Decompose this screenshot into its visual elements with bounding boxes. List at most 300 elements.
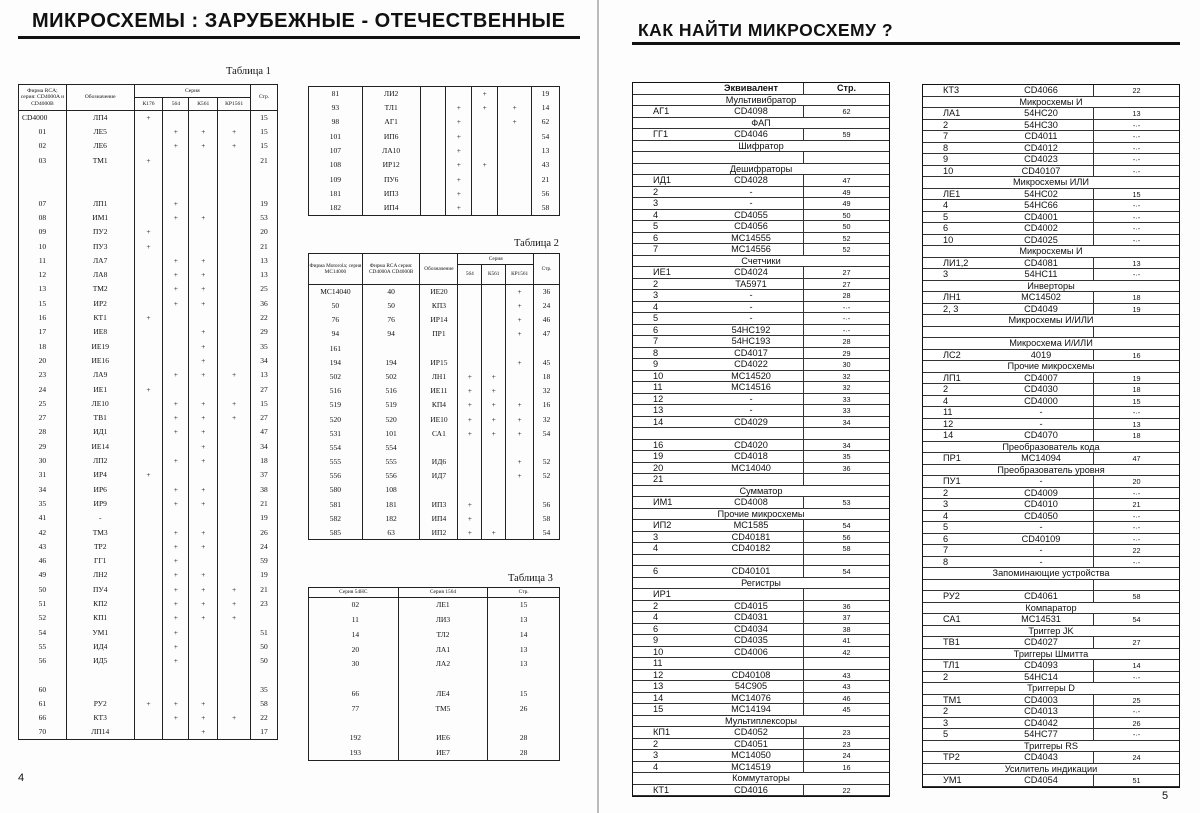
table-cell: 181 xyxy=(309,187,363,201)
table-cell xyxy=(458,455,482,469)
table-cell: + xyxy=(506,327,534,341)
table-cell xyxy=(458,441,482,455)
table-cell: 101 xyxy=(362,426,420,440)
table-row xyxy=(309,115,560,129)
table-row xyxy=(309,355,560,369)
index-page: 27 xyxy=(803,267,889,278)
table-cell: + xyxy=(134,382,163,396)
index-page: 19 xyxy=(1093,304,1179,315)
index-designation: 15 xyxy=(653,704,664,714)
index-row xyxy=(633,727,889,739)
table-cell: 18 xyxy=(19,339,67,353)
table-cell: 27 xyxy=(19,411,67,425)
table-cell xyxy=(472,201,498,215)
t1-header-kr1561: КР1561 xyxy=(218,98,251,111)
table-cell xyxy=(189,668,218,682)
book-spine xyxy=(597,0,599,813)
t3-header-54hc: Серия 54НС xyxy=(309,588,399,598)
table-cell: 34 xyxy=(251,439,278,453)
table-cell: 31 xyxy=(19,468,67,482)
table-row xyxy=(19,711,278,725)
table-row xyxy=(19,325,278,339)
index-row xyxy=(923,223,1179,235)
table-cell xyxy=(458,313,482,327)
table-cell xyxy=(218,196,251,210)
index-page: -·- xyxy=(1093,522,1179,533)
t1-header-k176: К176 xyxy=(134,98,163,111)
index-row xyxy=(923,85,1179,97)
table-cell: + xyxy=(482,426,506,440)
table-cell: + xyxy=(482,384,506,398)
index-page: -·- xyxy=(803,313,889,324)
index-designation: ЛЕ1 xyxy=(943,188,961,199)
table-cell: ЛН2 xyxy=(66,568,134,582)
index-page: -·- xyxy=(1093,511,1179,522)
index-row xyxy=(633,566,889,578)
index-row xyxy=(923,269,1179,281)
table-cell: 21 xyxy=(251,153,278,167)
index-page: 23 xyxy=(803,739,889,750)
table-cell: + xyxy=(134,225,163,239)
index-designation: 14 xyxy=(943,430,954,440)
index-section-title: Мультиплексоры xyxy=(724,715,797,726)
index-page: 30 xyxy=(803,359,889,370)
table-cell: 27 xyxy=(251,382,278,396)
index-page: 43 xyxy=(803,670,889,681)
table-cell: 108 xyxy=(362,483,420,497)
table-cell: 43 xyxy=(532,158,560,172)
table-cell: + xyxy=(189,582,218,596)
index-equivalent: 54C905 xyxy=(734,681,768,691)
index-equivalent: CD4052 xyxy=(734,727,768,737)
index-designation: КТ3 xyxy=(943,85,960,95)
table-cell: + xyxy=(218,597,251,611)
t1-header-564: 564 xyxy=(163,98,189,111)
table-cell xyxy=(189,639,218,653)
table-cell: + xyxy=(189,497,218,511)
table-cell: 35 xyxy=(19,497,67,511)
index-designation: РУ2 xyxy=(943,591,960,601)
index-designation: 7 xyxy=(653,336,659,346)
table-cell xyxy=(218,311,251,325)
table-cell xyxy=(19,668,67,682)
index-row xyxy=(633,233,889,245)
table-cell xyxy=(189,311,218,325)
table-cell: + xyxy=(189,725,218,739)
index-designation: 10 xyxy=(653,646,664,657)
table-cell xyxy=(218,111,251,125)
index-designation: 12 xyxy=(653,393,664,404)
table-cell: + xyxy=(163,482,189,496)
table-cell: + xyxy=(482,370,506,384)
index-row xyxy=(633,532,889,544)
table-cell: + xyxy=(458,526,482,540)
table-cell xyxy=(134,668,163,682)
index-designation: 12 xyxy=(653,669,664,680)
table-row xyxy=(19,153,278,167)
table-cell: ТР2 xyxy=(66,539,134,553)
index-equivalent: CD40109 xyxy=(1021,533,1061,544)
index-page: 13 xyxy=(1093,419,1179,430)
table-cell: + xyxy=(446,115,472,129)
table-cell: + xyxy=(218,411,251,425)
index-section-title: Дешифраторы xyxy=(729,163,793,174)
index-equivalent: CD4022 xyxy=(734,359,768,369)
table-cell: 23 xyxy=(19,368,67,382)
table-row xyxy=(309,612,560,627)
table-cell: + xyxy=(163,411,189,425)
table-cell xyxy=(163,111,189,125)
table-cell: + xyxy=(189,354,218,368)
index-page: 43 xyxy=(803,681,889,692)
table-cell xyxy=(482,455,506,469)
table-cell xyxy=(163,468,189,482)
index-equivalent: CD4016 xyxy=(734,784,768,795)
table1-caption: Таблица 1 xyxy=(226,66,271,77)
table-cell xyxy=(218,639,251,653)
table-cell: + xyxy=(163,525,189,539)
table-cell xyxy=(134,339,163,353)
table-row xyxy=(19,368,278,382)
table-row xyxy=(19,425,278,439)
index-row xyxy=(633,497,889,509)
table-cell: ИП6 xyxy=(362,129,420,143)
table-cell: + xyxy=(218,396,251,410)
table2-body xyxy=(309,285,560,540)
table-cell: 516 xyxy=(309,384,363,398)
index-row xyxy=(633,382,889,394)
table-cell: + xyxy=(189,325,218,339)
index-designation: 4 xyxy=(653,209,659,220)
index-row xyxy=(923,729,1179,741)
table-cell: ЛН1 xyxy=(420,370,458,384)
table-cell: 182 xyxy=(309,201,363,215)
index-designation: 2 xyxy=(653,600,659,611)
table-cell xyxy=(506,384,534,398)
table-cell xyxy=(189,511,218,525)
index-page: -·- xyxy=(1093,672,1179,683)
table-cell: 16 xyxy=(19,311,67,325)
index-designation: ЛА1 xyxy=(943,108,961,118)
index-page: 22 xyxy=(1093,85,1179,96)
table-cell xyxy=(218,568,251,582)
table1b-body xyxy=(309,87,560,216)
index-equivalent: MC14050 xyxy=(731,750,771,760)
table-row xyxy=(309,341,560,355)
index-row xyxy=(923,545,1179,557)
index-equivalent: CD40108 xyxy=(731,669,771,680)
index-section-title: Запоминающие устройства xyxy=(992,568,1110,578)
table-cell: + xyxy=(189,597,218,611)
table-cell: 54 xyxy=(534,526,560,540)
index-equivalent: CD4001 xyxy=(1024,211,1058,222)
table-cell: РУ2 xyxy=(66,697,134,711)
table-row xyxy=(19,639,278,653)
index-section-title: Преобразователь кода xyxy=(1002,441,1100,452)
index-designation: 5 xyxy=(653,313,659,323)
table-cell xyxy=(134,625,163,639)
table-cell: 28 xyxy=(488,731,560,746)
index-designation: 7 xyxy=(943,131,949,141)
table-cell: ИЕ7 xyxy=(398,745,488,760)
table-cell: + xyxy=(506,412,534,426)
table-cell: 13 xyxy=(532,144,560,158)
index-page: 47 xyxy=(803,175,889,186)
index-section xyxy=(923,649,1179,661)
index-designation: 3 xyxy=(653,750,659,760)
table-cell: 15 xyxy=(251,125,278,139)
table-cell: ИМ1 xyxy=(66,211,134,225)
table-cell xyxy=(66,668,134,682)
index-designation: 10 xyxy=(943,234,954,245)
index-page: 56 xyxy=(803,532,889,543)
table-cell xyxy=(134,482,163,496)
index-section xyxy=(923,315,1179,327)
table-cell: 56 xyxy=(532,187,560,201)
index-equivalent: CD40182 xyxy=(731,543,771,553)
table-cell xyxy=(218,511,251,525)
index-equivalent: CD4035 xyxy=(734,635,768,645)
index-equivalent: - xyxy=(1039,407,1043,417)
table-cell: ИЕ6 xyxy=(398,731,488,746)
table-row xyxy=(309,455,560,469)
table-cell xyxy=(134,282,163,296)
table-cell: + xyxy=(134,239,163,253)
index-page: 36 xyxy=(803,601,889,612)
table-cell xyxy=(506,341,534,355)
table-cell xyxy=(506,483,534,497)
index-row xyxy=(923,166,1179,178)
index-equivalent: CD4042 xyxy=(1024,717,1058,728)
index-row xyxy=(633,129,889,141)
index-equivalent: CD4055 xyxy=(734,209,768,220)
table-cell xyxy=(498,172,532,186)
table-cell: ПУ4 xyxy=(66,582,134,596)
t2-header-564: 564 xyxy=(458,265,482,285)
table-cell xyxy=(163,168,189,182)
table-row xyxy=(19,497,278,511)
index-designation: 12 xyxy=(943,418,954,429)
index-designation: 6 xyxy=(943,223,949,233)
index-page xyxy=(1093,580,1179,591)
table-row xyxy=(309,87,560,101)
table-cell xyxy=(134,139,163,153)
table-cell: ИЕ11 xyxy=(420,384,458,398)
index-equivalent: 54HC14 xyxy=(1024,671,1058,682)
index-row xyxy=(923,373,1179,385)
index-section xyxy=(633,95,889,107)
table-cell xyxy=(189,654,218,668)
index-row xyxy=(633,417,889,429)
index-section xyxy=(923,741,1179,753)
index-equivalent: - xyxy=(749,393,753,404)
index-section xyxy=(923,246,1179,258)
index-row xyxy=(633,267,889,279)
index-page: -·- xyxy=(1093,488,1179,499)
table-cell: + xyxy=(189,211,218,225)
index-row xyxy=(923,327,1179,339)
table-cell: + xyxy=(446,144,472,158)
index-equivalent: - xyxy=(749,313,753,323)
table-cell: ЛП1 xyxy=(66,196,134,210)
index-equivalent xyxy=(699,555,803,566)
table-row xyxy=(19,139,278,153)
table-cell xyxy=(420,101,446,115)
index-section xyxy=(633,578,889,590)
t1-header-designation: Обозначение xyxy=(66,85,134,111)
index-equivalent: CD4007 xyxy=(1024,372,1058,383)
table-cell: 49 xyxy=(19,568,67,582)
table-cell: + xyxy=(163,454,189,468)
table3-caption: Таблица 3 xyxy=(508,573,553,584)
index-page: 58 xyxy=(1093,591,1179,602)
table-cell: ИЕ16 xyxy=(66,354,134,368)
index-row xyxy=(923,718,1179,730)
index-page: -·- xyxy=(1093,269,1179,280)
table-cell xyxy=(420,483,458,497)
table-row xyxy=(309,398,560,412)
index-right-rows xyxy=(923,85,1179,787)
index-page: 22 xyxy=(803,785,889,796)
index-row xyxy=(633,750,889,762)
table1 xyxy=(18,84,278,740)
table-cell: 37 xyxy=(251,468,278,482)
t2-header-page: Стр. xyxy=(534,254,560,285)
index-designation: ИП2 xyxy=(653,520,672,530)
table-cell xyxy=(398,671,488,686)
table-row xyxy=(19,611,278,625)
index-designation: 10 xyxy=(943,165,954,176)
table-cell xyxy=(498,201,532,215)
table-cell: 66 xyxy=(309,686,399,701)
table-cell: + xyxy=(134,697,163,711)
table-cell xyxy=(134,711,163,725)
table-cell: 18 xyxy=(251,454,278,468)
table-cell: ИП3 xyxy=(362,187,420,201)
index-equivalent: MC1585 xyxy=(733,520,769,530)
index-section-title: Микросхема И/ИЛИ xyxy=(1009,338,1093,348)
index-designation: ТМ1 xyxy=(943,694,962,705)
table-cell: + xyxy=(446,201,472,215)
table-cell: 108 xyxy=(309,158,363,172)
table-cell: 14 xyxy=(532,101,560,115)
table-cell: 519 xyxy=(362,398,420,412)
index-page: 52 xyxy=(803,244,889,255)
table-cell: + xyxy=(458,384,482,398)
table-cell: + xyxy=(189,611,218,625)
table-cell: + xyxy=(189,139,218,153)
table-cell: 34 xyxy=(251,354,278,368)
index-designation: 2 xyxy=(943,487,949,498)
index-section xyxy=(923,97,1179,109)
index-section-title: Регистры xyxy=(741,577,781,588)
index-equivalent: CD4018 xyxy=(734,451,768,461)
index-row xyxy=(633,440,889,452)
index-page: 37 xyxy=(803,612,889,623)
table-cell xyxy=(482,441,506,455)
index-section-title: Микросхемы И xyxy=(1019,96,1083,107)
index-equivalent: 54HC77 xyxy=(1024,729,1058,739)
table-cell: + xyxy=(189,568,218,582)
table-cell: ЛЕ5 xyxy=(66,125,134,139)
table-cell: 13 xyxy=(488,612,560,627)
table-cell: + xyxy=(134,468,163,482)
table-cell: + xyxy=(189,125,218,139)
index-designation: СА1 xyxy=(943,614,961,624)
index-section-title: Мультивибратор xyxy=(725,94,797,105)
table-cell xyxy=(420,87,446,101)
index-page: 49 xyxy=(803,187,889,198)
table-cell: 93 xyxy=(309,101,363,115)
table-cell: ИЕ8 xyxy=(66,325,134,339)
table-cell: 36 xyxy=(251,296,278,310)
table-cell xyxy=(163,682,189,696)
table-cell xyxy=(218,354,251,368)
index-designation: КТ1 xyxy=(653,784,670,795)
index-equivalent: TA5971 xyxy=(735,278,767,289)
index-equivalent xyxy=(699,152,803,163)
index-page: -·- xyxy=(1093,235,1179,246)
index-row xyxy=(923,131,1179,143)
index-left-header xyxy=(633,83,889,95)
table-cell: 21 xyxy=(532,172,560,186)
index-section-title: Преобразователь уровня xyxy=(997,464,1105,475)
index-equivalent: CD4020 xyxy=(734,439,768,450)
table-cell xyxy=(134,582,163,596)
index-equivalent: CD4046 xyxy=(734,129,768,139)
index-row xyxy=(633,693,889,705)
index-section-title: Инверторы xyxy=(1027,280,1075,291)
index-row xyxy=(923,396,1179,408)
table-cell xyxy=(134,325,163,339)
table-cell: + xyxy=(458,398,482,412)
index-row xyxy=(633,106,889,118)
table-cell xyxy=(398,716,488,731)
index-designation: 4 xyxy=(653,612,659,622)
table-cell xyxy=(482,483,506,497)
table-cell xyxy=(134,639,163,653)
index-row xyxy=(633,152,889,164)
table-cell xyxy=(482,355,506,369)
table-cell xyxy=(66,182,134,196)
table-row xyxy=(309,642,560,657)
table-cell: ЛП14 xyxy=(66,725,134,739)
table-row xyxy=(309,716,560,731)
index-page xyxy=(803,474,889,485)
index-row xyxy=(633,463,889,475)
table-cell: + xyxy=(472,87,498,101)
table-cell: 54 xyxy=(534,426,560,440)
index-equivalent: CD4050 xyxy=(1024,510,1058,521)
table-cell xyxy=(498,129,532,143)
table-cell: 24 xyxy=(19,382,67,396)
index-page: 54 xyxy=(1093,614,1179,625)
table-cell: 13 xyxy=(251,268,278,282)
index-row xyxy=(923,637,1179,649)
table-cell: + xyxy=(189,396,218,410)
index-section xyxy=(923,603,1179,615)
table-cell: 50 xyxy=(309,299,363,313)
index-page xyxy=(803,152,889,163)
index-designation: 4 xyxy=(943,510,949,521)
index-equivalent: CD4054 xyxy=(1024,775,1058,785)
table-row xyxy=(19,268,278,282)
index-designation: 6 xyxy=(653,566,659,576)
index-section xyxy=(923,338,1179,350)
table-cell: + xyxy=(163,211,189,225)
index-row xyxy=(633,359,889,371)
index-page xyxy=(803,555,889,566)
